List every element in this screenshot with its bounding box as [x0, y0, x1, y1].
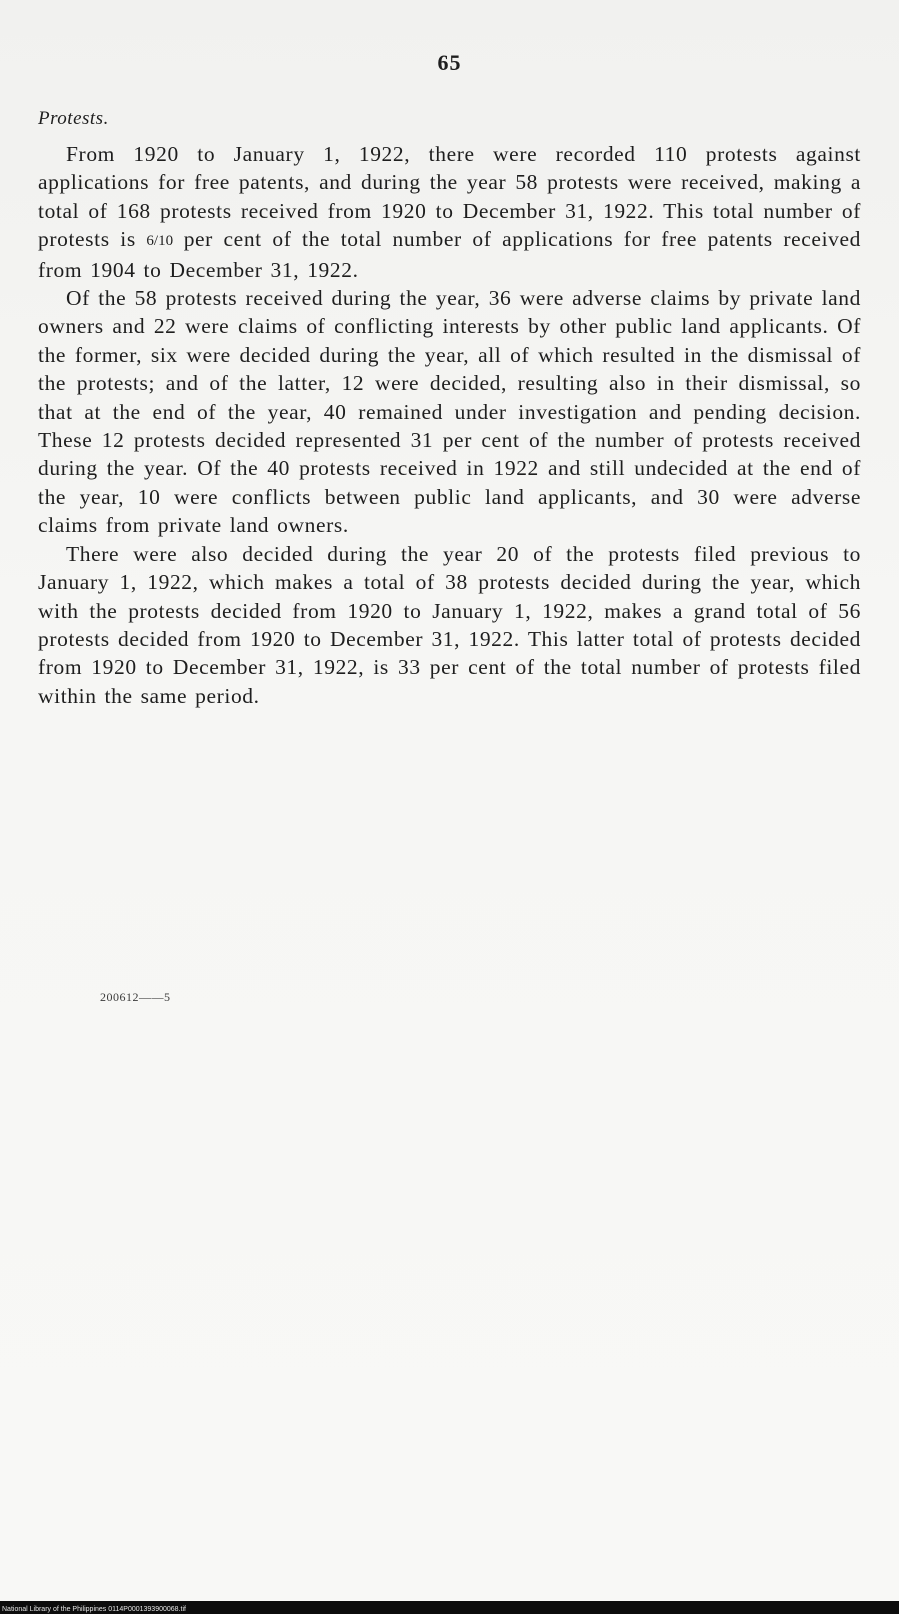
body-text — [38, 140, 861, 710]
paragraph-1-text-end: per cent of the total number of applications for free patents received from 1904 to December 31, 1922. — [38, 227, 861, 282]
page-number: 65 — [437, 50, 462, 75]
scan-footer-strip — [0, 1601, 899, 1614]
paragraph-1 — [38, 140, 861, 284]
printer-mark: 200612——5 — [100, 990, 171, 1004]
section-heading: Protests. — [38, 108, 109, 129]
scan-credit: National Library of the Philippines 0114P0001393900068.tif — [2, 1606, 186, 1613]
fraction-value: 6/10 — [146, 233, 174, 250]
paragraph-3: There were also decided during the year 20 of the protests filed previous to January 1, 1922, which makes a total of 38 protests decided during the year, which with the protests decided from 1920 to January 1, 1922, makes a grand total of 56 protests decided from 1920 to December 31, 1922. This latter total of protests decided from 1920 to December 31, 1922, is 33 per cent of the total number of protests filed within the same period. — [38, 541, 861, 708]
paragraph-1-text: From 1920 to January 1, 1922, there were recorded 110 protests against applications for free patents, and during the year 58 protests were received, making a total of 168 protests received from 1920 to December 31, 1922. This total number of protests is — [38, 142, 861, 252]
paragraph-2: Of the 58 protests received during the year, 36 were adverse claims by private land owners and 22 were claims of conflicting interests by other public land applicants. Of the former, six were decided during the year, all of which resulted in the dismissal of the protests; and of the latter, 12 were decided, resulting also in their dismissal, so that at the end of the year, 40 remained under investigation and pending decision. These 12 protests decided represented 31 per cent of the number of protests received during the year. Of the 40 protests received in 1922 and still undecided at the end of the year, 10 were conflicts between public land applicants, and 30 were adverse claims from private land owners. — [38, 286, 861, 538]
